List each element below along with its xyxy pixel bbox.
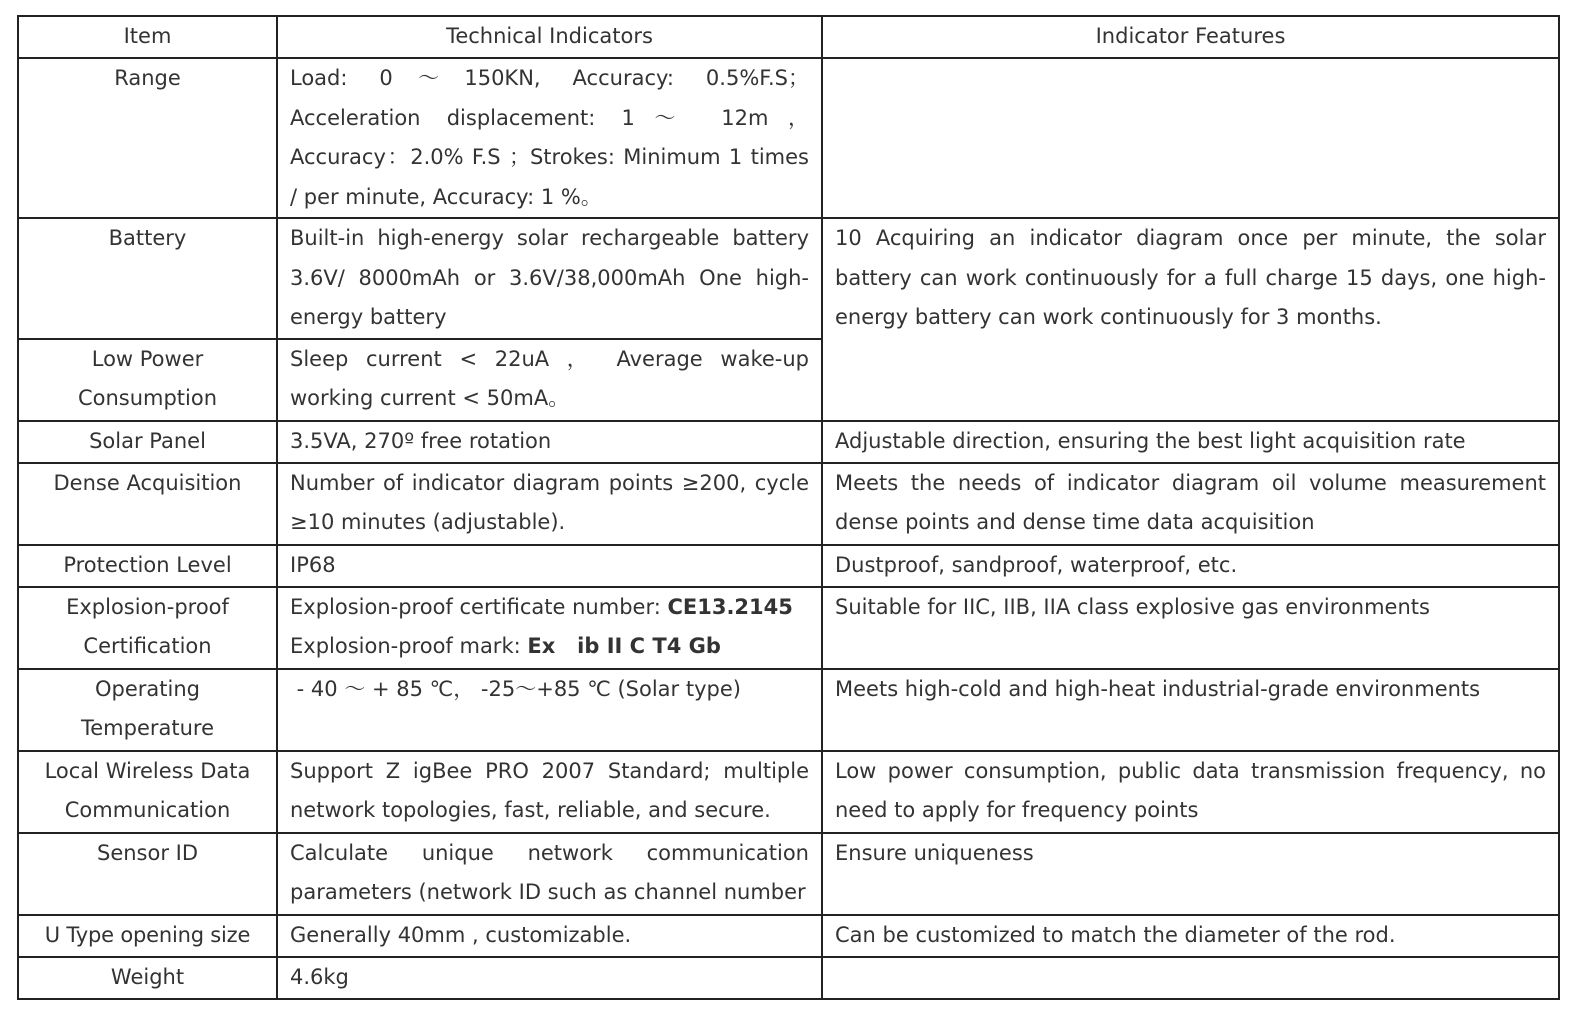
- cell-item: U Type opening size: [18, 915, 277, 957]
- cell-features: Meets high-cold and high-heat industrial-grade environments: [822, 669, 1559, 751]
- mark-line: [290, 627, 809, 667]
- table-row-protection-level: [18, 545, 1559, 587]
- cell-item: Battery: [18, 218, 277, 339]
- cell-item: Dense Acquisition: [18, 463, 277, 545]
- table-row-explosion-proof: [18, 587, 1559, 669]
- header-item: Item: [18, 16, 277, 58]
- table-row-wireless-communication: [18, 751, 1559, 833]
- cell-technical: Calculate unique network communication parameters (network ID such as channel number: [277, 833, 822, 915]
- cell-technical: Generally 40mm , customizable.: [277, 915, 822, 957]
- cell-features: Suitable for IIC, IIB, IIA class explosive gas environments: [822, 587, 1559, 669]
- table-row-dense-acquisition: [18, 463, 1559, 545]
- table-row-sensor-id: [18, 833, 1559, 915]
- cell-features: Can be customized to match the diameter of the rod.: [822, 915, 1559, 957]
- cell-features: [822, 58, 1559, 218]
- certificate-label: Explosion-proof certificate number:: [290, 594, 668, 619]
- table-row-u-type-opening: [18, 915, 1559, 957]
- table-row-range: [18, 58, 1559, 218]
- cell-technical: Built-in high-energy solar rechargeable battery 3.6V/ 8000mAh or 3.6V/38,000mAh One high-energy battery: [277, 218, 822, 339]
- cell-item: Protection Level: [18, 545, 277, 587]
- table-header-row: [18, 16, 1559, 58]
- certificate-number: CE13.2145: [667, 594, 793, 619]
- cell-features-battery-power: 10 Acquiring an indicator diagram once per minute, the solar battery can work continuously for a full charge 15 days, one high-energy battery can work continuously for 3 months.: [822, 218, 1559, 421]
- cell-item: Sensor ID: [18, 833, 277, 915]
- cell-technical: - 40 ～ + 85 ℃， -25～+85 ℃ (Solar type): [277, 669, 822, 751]
- cell-features: Dustproof, sandproof, waterproof, etc.: [822, 545, 1559, 587]
- cell-technical: Number of indicator diagram points ≥200, cycle ≥10 minutes (adjustable).: [277, 463, 822, 545]
- cell-technical: 3.5VA, 270º free rotation: [277, 421, 822, 463]
- table-row-weight: [18, 957, 1559, 999]
- mark-label: Explosion-proof mark:: [290, 634, 528, 658]
- cell-features: Meets the needs of indicator diagram oil volume measurement dense points and dense time data acquisition: [822, 463, 1559, 545]
- explosion-mark: Ex ib II C T4 Gb: [527, 634, 721, 658]
- cell-technical: 4.6kg: [277, 957, 822, 999]
- cell-features: Adjustable direction, ensuring the best light acquisition rate: [822, 421, 1559, 463]
- header-indicator-features: Indicator Features: [822, 16, 1559, 58]
- cell-item: Weight: [18, 957, 277, 999]
- cell-item: Explosion-proof Certification: [18, 587, 277, 669]
- cell-item: Solar Panel: [18, 421, 277, 463]
- cell-technical: [277, 587, 822, 669]
- cell-technical: Sleep current < 22uA ， Average wake-up working current < 50mA。: [277, 339, 822, 421]
- cell-item: Local Wireless Data Communication: [18, 751, 277, 833]
- certificate-line: [290, 588, 809, 628]
- table-row-battery: [18, 218, 1559, 339]
- cell-technical: Load: 0～150KN, Accuracy: 0.5%F.S； Acceleration displacement: 1～ 12m， Accuracy：2.0% F.S ；Strokes: Minimum 1 times / per minute, Accuracy: 1 %。: [277, 58, 822, 218]
- table-row-solar-panel: [18, 421, 1559, 463]
- header-technical-indicators: Technical Indicators: [277, 16, 822, 58]
- cell-item: Operating Temperature: [18, 669, 277, 751]
- cell-technical: IP68: [277, 545, 822, 587]
- cell-features: [822, 957, 1559, 999]
- cell-features: Low power consumption, public data transmission frequency, no need to apply for frequency points: [822, 751, 1559, 833]
- cell-item: Low Power Consumption: [18, 339, 277, 421]
- cell-item: Range: [18, 58, 277, 218]
- spec-table: [17, 15, 1560, 1000]
- cell-technical: Support Z igBee PRO 2007 Standard; multiple network topologies, fast, reliable, and secure.: [277, 751, 822, 833]
- cell-features: Ensure uniqueness: [822, 833, 1559, 915]
- table-row-operating-temperature: [18, 669, 1559, 751]
